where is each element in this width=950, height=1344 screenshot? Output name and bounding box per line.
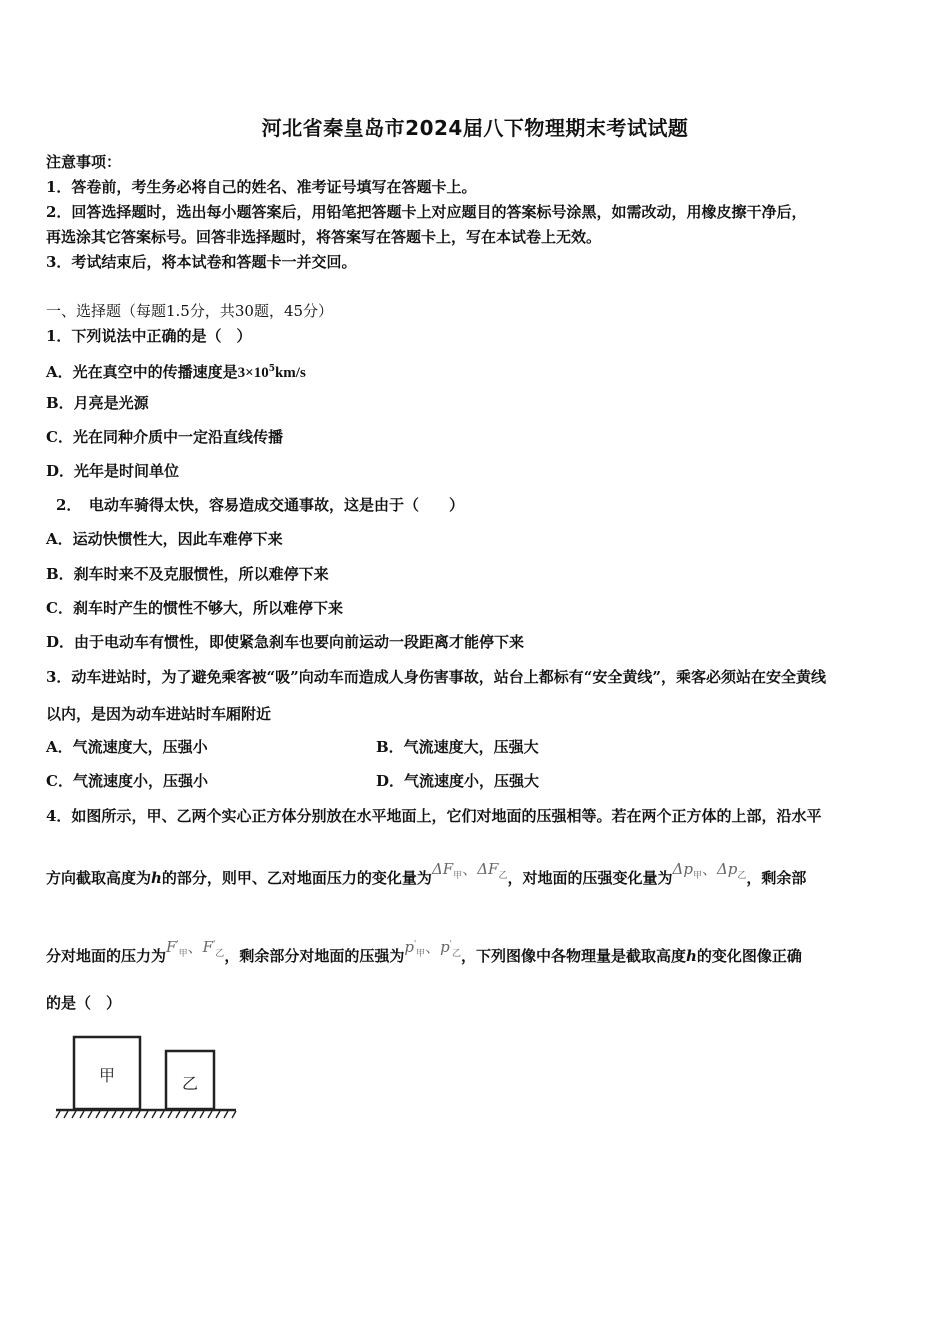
q3-option-a: A．气流速度大，压强小 <box>46 738 208 756</box>
formula-prime: ' <box>176 939 179 948</box>
q2-option-b: B．刹车时来不及克服惯性，所以难停下来 <box>46 565 329 583</box>
q1-option-d: D．光年是时间单位 <box>46 462 180 480</box>
q1-option-a <box>46 359 306 383</box>
q1-stem: 1．下列说法中正确的是（ ） <box>46 327 252 345</box>
q1-option-a-exponent: 5 <box>268 364 275 374</box>
q1-option-a-unit: km/s <box>274 365 306 381</box>
q3-option-d: D．气流速度小，压强大 <box>376 772 540 790</box>
formula-subscript: 乙 <box>737 871 747 881</box>
cube-yi-label: 乙 <box>181 1074 199 1093</box>
cubes-figure <box>54 1033 240 1123</box>
q2-stem: 2． 电动车骑得太快，容易造成交通事故，这是由于（ ） <box>56 496 464 514</box>
section-heading: 一、选择题（每题1.5分，共30题，45分） <box>46 302 334 320</box>
formula-symbol: Δp <box>672 860 693 878</box>
q2-option-a: A．运动快惯性大，因此车难停下来 <box>46 530 283 548</box>
q1-option-a-value: 3×10 <box>237 365 269 381</box>
formula-prime: ' <box>413 939 417 948</box>
q2-option-c: C．刹车时产生的惯性不够大，所以难停下来 <box>46 599 343 617</box>
q4-text: ，对地面的压强变化量为 <box>507 869 673 887</box>
q4-formula-delta-p <box>672 860 747 881</box>
notice-item-1: 1．答卷前，考生务必将自己的姓名、准考证号填写在答题卡上。 <box>46 178 477 196</box>
notice-heading: 注意事项： <box>46 153 122 171</box>
formula-symbol: F <box>166 938 177 956</box>
page-title: 河北省秦皇岛市2024届八下物理期末考试试题 <box>261 116 689 140</box>
q3-option-c: C．气流速度小，压强小 <box>46 772 208 790</box>
q4-h-variable: h <box>151 869 162 887</box>
formula-subscript: 甲 <box>453 871 463 881</box>
q4-h-variable: h <box>686 947 697 965</box>
formula-symbol: ΔF <box>431 860 454 878</box>
formula-separator: 、 <box>701 860 717 878</box>
q1-option-c: C．光在同种介质中一定沿直线传播 <box>46 428 283 446</box>
ground-hatching <box>56 1111 236 1118</box>
q3-option-b: B．气流速度大，压强大 <box>376 738 539 756</box>
formula-symbol: ΔF <box>477 860 499 878</box>
formula-subscript: 乙 <box>451 949 461 959</box>
notice-item-2-cont: 再选涂其它答案标号。回答非选择题时，将答案写在答题卡上，写在本试卷上无效。 <box>46 228 602 246</box>
formula-separator: 、 <box>425 938 441 956</box>
q4-formula-delta-f <box>431 860 508 881</box>
formula-symbol: p <box>404 938 414 956</box>
q2-option-d: D．由于电动车有惯性，即使紧急刹车也要向前运动一段距离才能停下来 <box>46 633 525 651</box>
q1-option-b: B．月亮是光源 <box>46 394 149 412</box>
formula-prime: ' <box>449 939 452 948</box>
q4-stem-line-3 <box>46 938 802 973</box>
q4-formula-p-remaining <box>404 938 461 959</box>
formula-subscript: 甲 <box>178 949 188 959</box>
q3-stem-line-2: 以内，是因为动车进站时车厢附近 <box>46 705 272 723</box>
formula-symbol: p <box>440 938 450 956</box>
formula-prime: ' <box>213 939 216 948</box>
q3-stem-line-1: 3．动车进站时，为了避免乘客被“吸”向动车而造成人身伤害事故，站台上都标有“安全黄线”，乘客必须站在安全黄线 <box>46 668 826 686</box>
formula-symbol: Δp <box>716 860 738 878</box>
notice-item-3: 3．考试结束后，将本试卷和答题卡一并交回。 <box>46 253 357 271</box>
q4-text: 方向截取高度为 <box>46 869 152 887</box>
q4-stem-line-2 <box>46 860 807 895</box>
q1-option-a-text: A．光在真空中的传播速度是 <box>46 363 238 381</box>
cube-jia-label: 甲 <box>98 1066 116 1085</box>
formula-symbol: F <box>202 938 214 956</box>
q4-text: 的变化图像正确 <box>696 947 802 965</box>
q4-text: ，剩余部分对地面的压强为 <box>224 947 405 965</box>
q4-stem-line-1: 4．如图所示，甲、乙两个实心正方体分别放在水平地面上，它们对地面的压强相等。若在两个正方体的上部，沿水平 <box>46 807 822 825</box>
formula-subscript: 甲 <box>692 871 702 881</box>
q4-formula-f-remaining <box>166 938 225 959</box>
q4-text: 的部分，则甲、乙对地面压力的变化量为 <box>161 869 432 887</box>
q4-text: 分对地面的压力为 <box>46 947 167 965</box>
formula-separator: 、 <box>462 860 478 878</box>
q4-stem-line-4: 的是（ ） <box>46 994 122 1012</box>
q4-text: ，剩余部 <box>746 869 807 887</box>
q4-text: ，下列图像中各物理量是截取高度 <box>461 947 687 965</box>
formula-separator: 、 <box>187 938 203 956</box>
notice-item-2: 2．回答选择题时，选出每小题答案后，用铅笔把答题卡上对应题目的答案标号涂黑，如需改动，用橡皮擦干净后， <box>46 203 807 221</box>
formula-subscript: 甲 <box>416 949 426 959</box>
formula-subscript: 乙 <box>498 871 508 881</box>
formula-subscript: 乙 <box>215 949 225 959</box>
